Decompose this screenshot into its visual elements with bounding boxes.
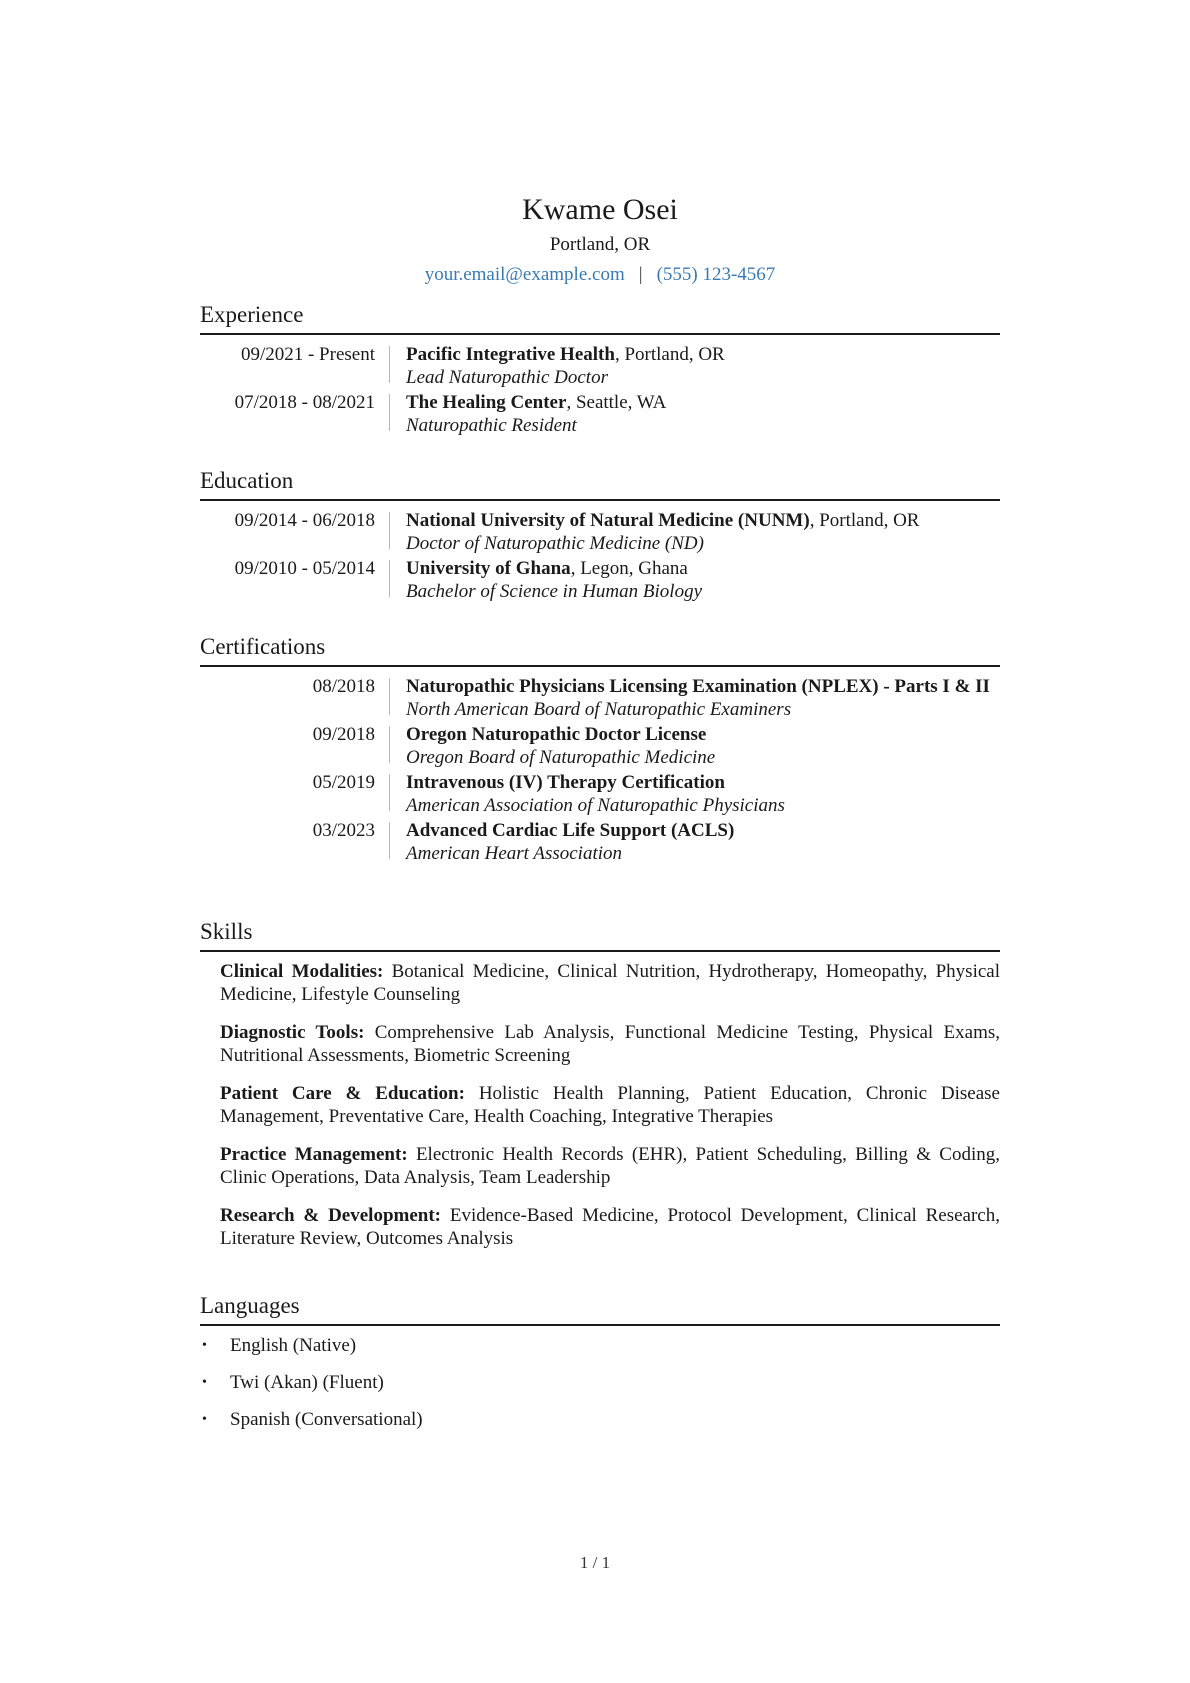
education-entry [200,557,1000,603]
entry-location: , Seattle, WA [566,392,667,413]
section-title-certifications: Certifications [200,632,1000,667]
certification-entry [200,819,1000,865]
bullet-icon: • [202,1338,207,1353]
experience-entry [200,391,1000,437]
list-item [200,1371,1000,1394]
entry-organization: University of Ghana [406,558,571,579]
skill-list: Comprehensive Lab Analysis, Functional Medicine Testing, Physical Exams, Nutritional Assessments, Biometric Screening [220,1022,1000,1066]
entry-degree: Bachelor of Science in Human Biology [406,581,703,602]
entry-date: 09/2021 - Present [240,344,375,365]
entry-date: 09/2018 [312,724,375,745]
certification-entry [200,723,1000,769]
entry-location: , Legon, Ghana [570,558,688,579]
language-name: Twi (Akan) (Fluent) [230,1372,384,1393]
section-title-skills: Skills [200,917,1000,952]
certifications-section [200,632,1000,867]
certification-entry [200,675,1000,721]
skill-group [200,1143,1000,1189]
experience-section [200,300,1000,439]
certification-name: Naturopathic Physicians Licensing Examination (NPLEX) - Parts I & II [406,676,990,697]
contact-line [200,262,1000,288]
entry-date: 05/2019 [312,772,375,793]
location: Portland, OR [549,234,651,255]
phone-link[interactable]: (555) 123-4567 [656,264,776,285]
skill-category: Diagnostic Tools: [220,1022,365,1043]
resume-page [200,0,1000,1683]
resume-header [200,190,1000,288]
page-number: 1 / 1 [579,1553,611,1572]
section-title-languages: Languages [200,1291,1000,1326]
entry-organization: Pacific Integrative Health [406,344,615,365]
skill-list: Electronic Health Records (EHR), Patient Scheduling, Billing & Coding, Clinic Operations, Data Analysis, Team Leadership [220,1144,1000,1188]
certification-issuer: North American Board of Naturopathic Examiners [406,699,792,720]
list-item [200,1334,1000,1357]
entry-location: , Portland, OR [614,344,725,365]
skill-category: Research & Development: [220,1205,441,1226]
entry-location: , Portland, OR [809,510,920,531]
bullet-icon: • [202,1375,207,1390]
experience-entry [200,343,1000,389]
skill-group [200,1082,1000,1128]
language-name: English (Native) [230,1335,357,1356]
entry-date: 07/2018 - 08/2021 [234,392,375,413]
education-section [200,466,1000,605]
skill-category: Clinical Modalities: [220,961,384,982]
person-name: Kwame Osei [522,193,678,226]
certification-issuer: American Heart Association [406,843,623,864]
language-list [200,1334,1000,1431]
skill-category: Patient Care & Education: [220,1083,465,1104]
section-title-education: Education [200,466,1000,501]
email-link[interactable]: your.email@example.com [424,264,625,285]
bullet-icon: • [202,1412,207,1427]
entry-date: 03/2023 [312,820,375,841]
languages-section [200,1291,1000,1445]
skill-group [200,1204,1000,1250]
skill-category: Practice Management: [220,1144,408,1165]
list-item [200,1408,1000,1431]
contact-separator: | [638,264,643,285]
certification-name: Intravenous (IV) Therapy Certification [406,772,725,793]
section-title-experience: Experience [200,300,1000,335]
skill-group [200,1021,1000,1067]
language-name: Spanish (Conversational) [230,1409,423,1430]
entry-date: 08/2018 [312,676,375,697]
entry-date: 09/2010 - 05/2014 [234,558,375,579]
education-entry [200,509,1000,555]
certification-entry [200,771,1000,817]
certification-issuer: Oregon Board of Naturopathic Medicine [406,747,716,768]
skill-group [200,960,1000,1006]
skill-list: Botanical Medicine, Clinical Nutrition, Hydrotherapy, Homeopathy, Physical Medicine, Lifestyle Counseling [220,961,1000,1005]
entry-degree: Doctor of Naturopathic Medicine (ND) [406,533,704,554]
skill-list: Holistic Health Planning, Patient Education, Chronic Disease Management, Preventative Care, Health Coaching, Integrative Therapies [220,1083,1000,1127]
entry-role: Lead Naturopathic Doctor [406,367,608,388]
entry-organization: The Healing Center [406,392,567,413]
certification-name: Oregon Naturopathic Doctor License [406,724,707,745]
entry-role: Naturopathic Resident [406,415,577,436]
certification-name: Advanced Cardiac Life Support (ACLS) [406,820,735,841]
certification-issuer: American Association of Naturopathic Physicians [406,795,785,816]
entry-date: 09/2014 - 06/2018 [234,510,375,531]
entry-organization: National University of Natural Medicine (NUNM) [406,510,810,531]
skill-list: Evidence-Based Medicine, Protocol Development, Clinical Research, Literature Review, Outcomes Analysis [220,1205,1000,1249]
skills-section [200,917,1000,1265]
